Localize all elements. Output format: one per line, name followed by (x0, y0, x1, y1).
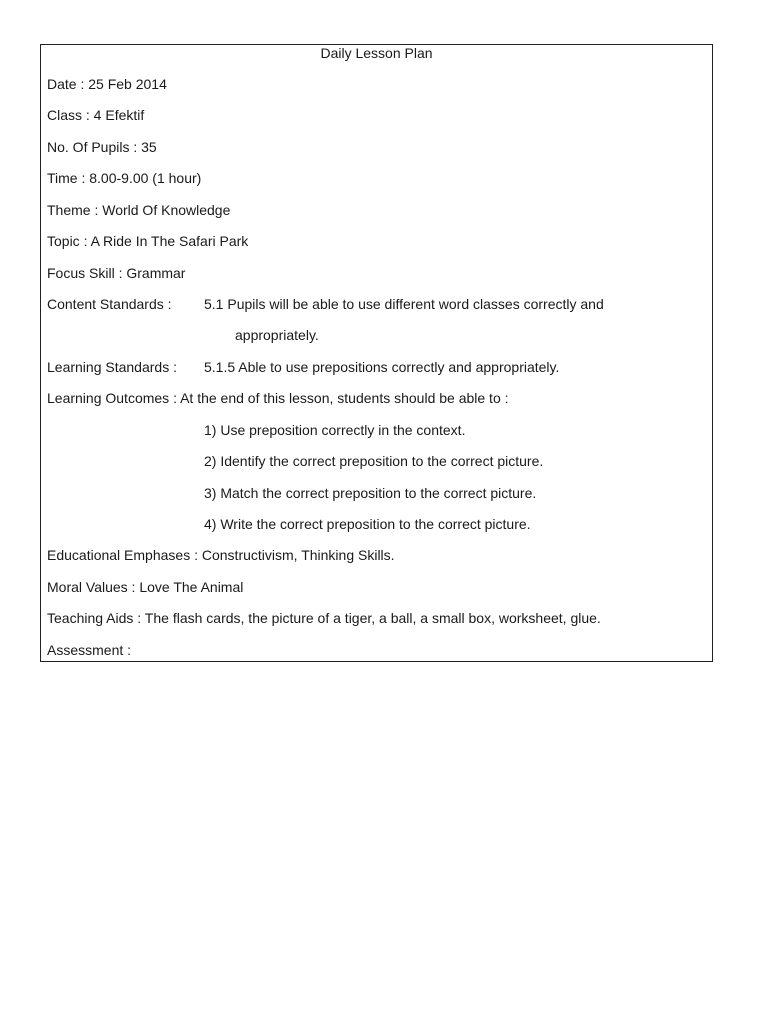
outcome-item: 4) Write the correct preposition to the correct picture. (204, 516, 531, 532)
date-line: Date : 25 Feb 2014 (47, 76, 167, 92)
learning-standards-label: Learning Standards : (47, 359, 177, 375)
content-standards-text-continued: appropriately. (235, 327, 319, 343)
teaching-aids-line: Teaching Aids : The flash cards, the picture of a tiger, a ball, a small box, worksheet, glue. (47, 610, 601, 626)
focus-skill-line: Focus Skill : Grammar (47, 265, 186, 281)
topic-line: Topic : A Ride In The Safari Park (47, 233, 249, 249)
outcome-item: 2) Identify the correct preposition to the correct picture. (204, 453, 544, 469)
content-standards-label: Content Standards : (47, 296, 172, 312)
pupils-line: No. Of Pupils : 35 (47, 139, 157, 155)
document-title: Daily Lesson Plan (320, 45, 433, 61)
assessment-line: Assessment : (47, 642, 132, 658)
content-standards-text: 5.1 Pupils will be able to use different word classes correctly and (204, 296, 604, 312)
lesson-plan-box (40, 44, 713, 662)
theme-line: Theme : World Of Knowledge (47, 202, 231, 218)
educational-emphases-line: Educational Emphases : Constructivism, Thinking Skills. (47, 547, 395, 563)
moral-values-line: Moral Values : Love The Animal (47, 579, 244, 595)
time-line: Time : 8.00-9.00 (1 hour) (47, 170, 202, 186)
learning-outcomes-line: Learning Outcomes : At the end of this lesson, students should be able to : (47, 390, 509, 406)
outcome-item: 1) Use preposition correctly in the context. (204, 422, 466, 438)
class-line: Class : 4 Efektif (47, 107, 145, 123)
outcome-item: 3) Match the correct preposition to the correct picture. (204, 485, 537, 501)
learning-standards-text: 5.1.5 Able to use prepositions correctly and appropriately. (204, 359, 560, 375)
